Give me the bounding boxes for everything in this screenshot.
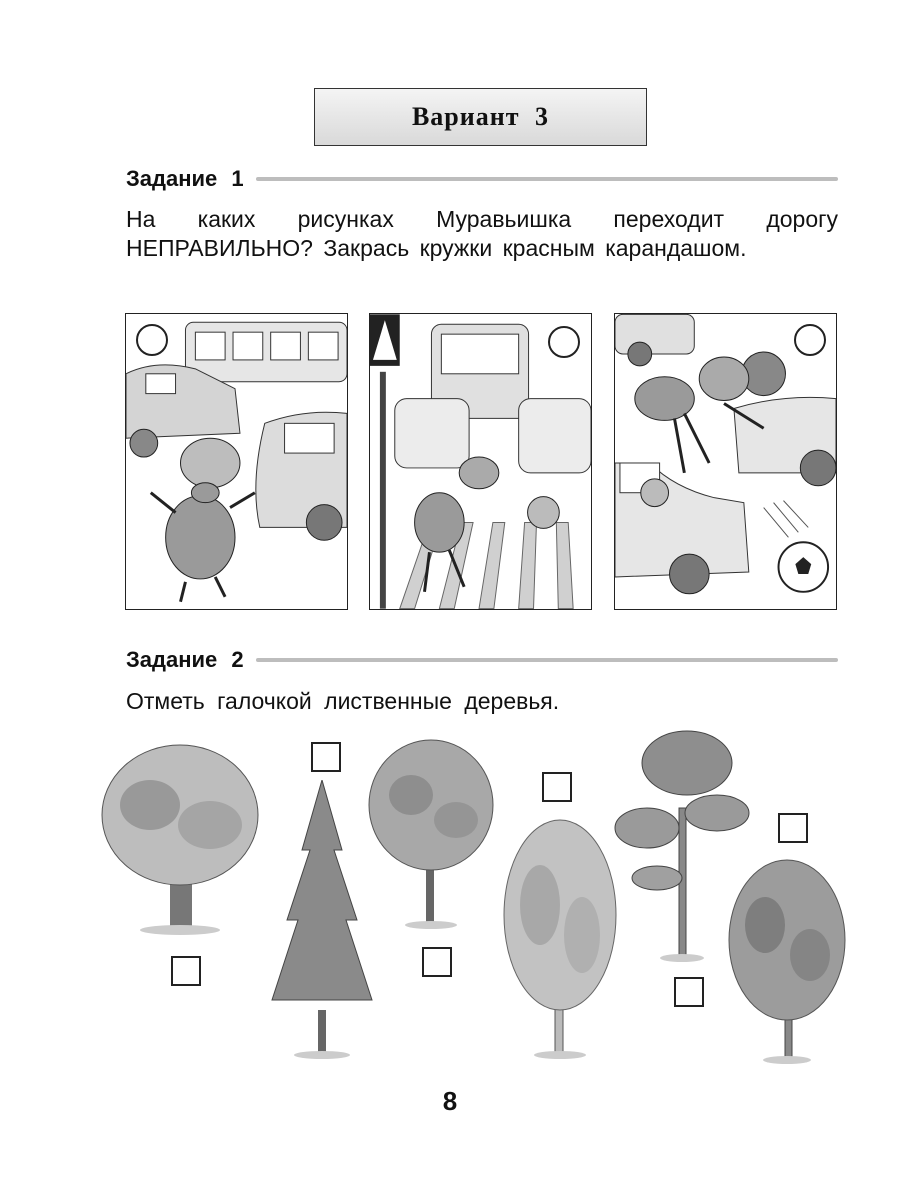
linden-tree-illustration	[366, 735, 496, 930]
street-scene-3-illustration	[615, 314, 836, 609]
aspen-tree-illustration	[725, 855, 850, 1065]
checkbox-birch[interactable]	[542, 772, 572, 802]
task1-divider	[256, 177, 838, 181]
answer-circle-3[interactable]	[794, 324, 826, 356]
answer-circle-2[interactable]	[548, 326, 580, 358]
variant-title: Вариант 3	[314, 88, 647, 146]
picture-ant-between-cars	[125, 313, 348, 610]
checkbox-oak[interactable]	[171, 956, 201, 986]
task2-question: Отметь галочкой лиственные деревья.	[126, 688, 560, 714]
oak-tree-illustration	[100, 735, 260, 935]
task1-header	[126, 166, 838, 192]
checkbox-pine[interactable]	[674, 977, 704, 1007]
task1-question: На каких рисунках Муравьишка переходит дорогу НЕПРАВИЛЬНО? Закрась кружки красным карандашом.	[126, 206, 838, 261]
street-scene-1-illustration	[126, 314, 347, 609]
picture-ant-on-crosswalk	[369, 313, 592, 610]
page-number: 8	[442, 1086, 458, 1116]
spruce-tree-illustration	[262, 780, 382, 1060]
task2-title: Задание 2	[126, 647, 244, 672]
task2-header	[126, 647, 838, 673]
street-scene-2-illustration	[370, 314, 591, 609]
checkbox-linden[interactable]	[422, 947, 452, 977]
checkbox-aspen[interactable]	[778, 813, 808, 843]
task2-divider	[256, 658, 838, 662]
answer-circle-1[interactable]	[136, 324, 168, 356]
task1-title: Задание 1	[126, 166, 244, 191]
picture-ant-with-ball	[614, 313, 837, 610]
checkbox-spruce[interactable]	[311, 742, 341, 772]
birch-tree-illustration	[500, 815, 620, 1060]
